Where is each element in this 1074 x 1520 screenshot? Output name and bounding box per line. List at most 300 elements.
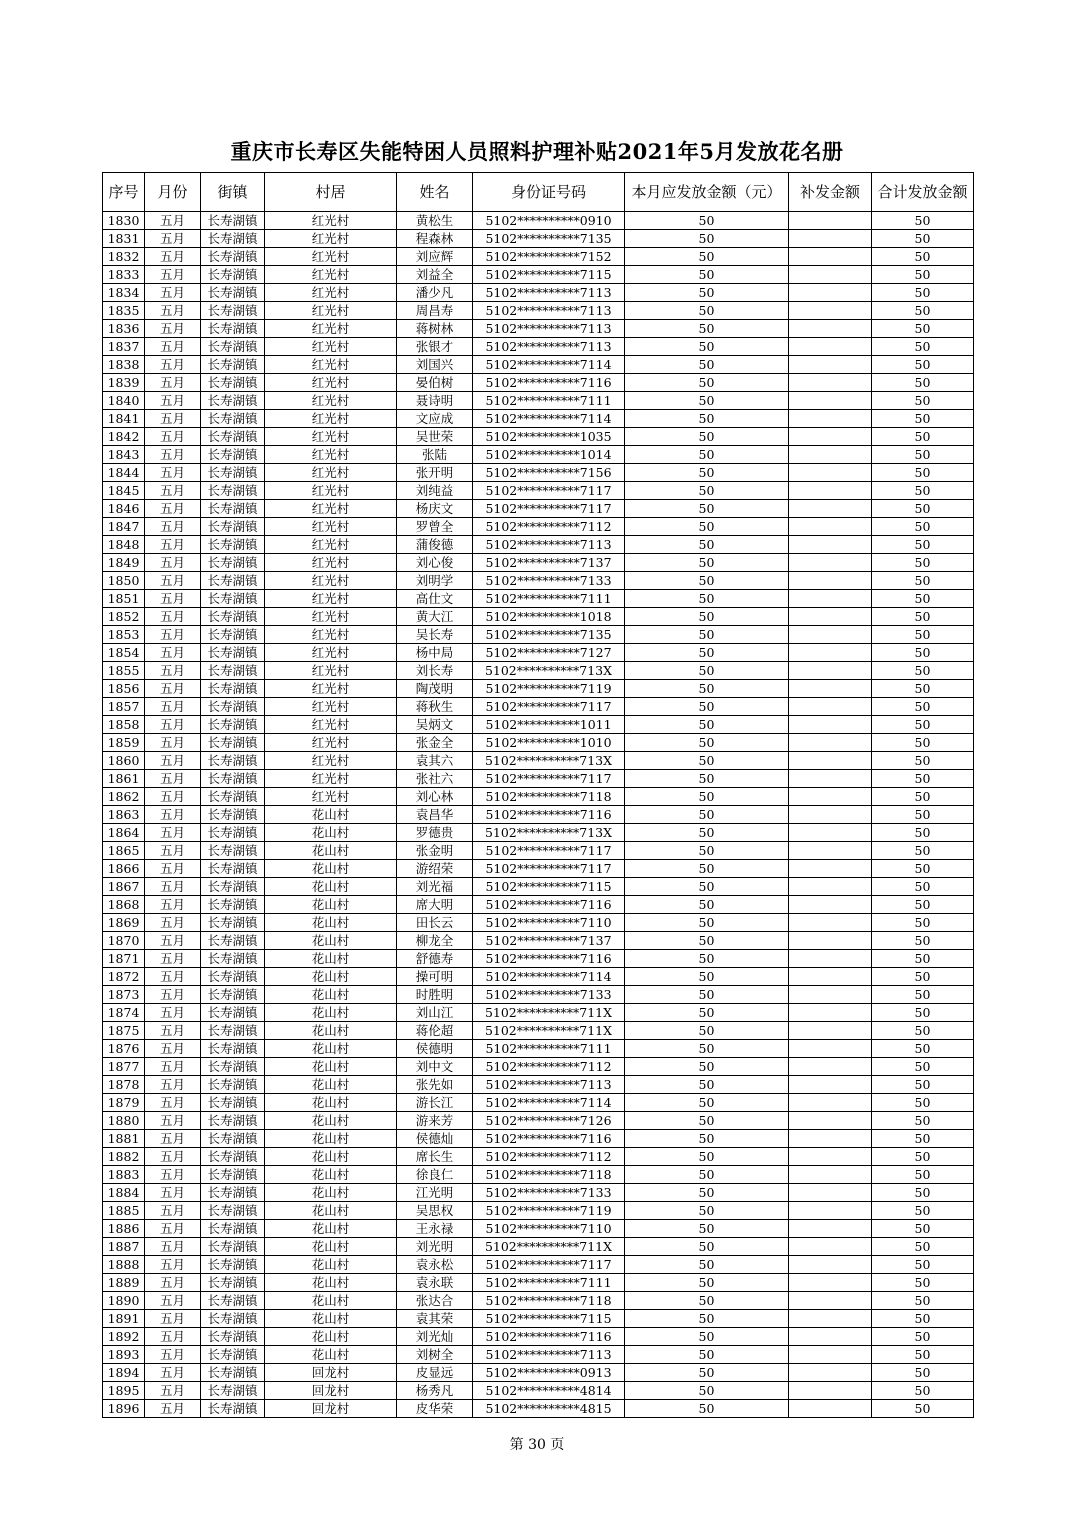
- cell-village: 红光村: [265, 464, 397, 482]
- cell-monthly-amount: 50: [625, 572, 789, 590]
- cell-township: 长寿湖镇: [201, 338, 265, 356]
- cell-serial-no: 1848: [103, 536, 145, 554]
- cell-id-number: 5102**********7117: [473, 500, 625, 518]
- cell-serial-no: 1834: [103, 284, 145, 302]
- cell-serial-no: 1859: [103, 734, 145, 752]
- cell-serial-no: 1861: [103, 770, 145, 788]
- cell-serial-no: 1843: [103, 446, 145, 464]
- cell-supplement-amount: [789, 1076, 872, 1094]
- cell-monthly-amount: 50: [625, 1022, 789, 1040]
- cell-id-number: 5102**********7118: [473, 1292, 625, 1310]
- cell-serial-no: 1864: [103, 824, 145, 842]
- cell-township: 长寿湖镇: [201, 1166, 265, 1184]
- cell-serial-no: 1858: [103, 716, 145, 734]
- cell-supplement-amount: [789, 1094, 872, 1112]
- cell-month: 五月: [145, 716, 201, 734]
- cell-id-number: 5102**********7110: [473, 1220, 625, 1238]
- cell-township: 长寿湖镇: [201, 266, 265, 284]
- cell-total-amount: 50: [872, 446, 974, 464]
- cell-village: 红光村: [265, 608, 397, 626]
- cell-month: 五月: [145, 608, 201, 626]
- cell-total-amount: 50: [872, 500, 974, 518]
- cell-monthly-amount: 50: [625, 518, 789, 536]
- cell-serial-no: 1855: [103, 662, 145, 680]
- cell-total-amount: 50: [872, 698, 974, 716]
- cell-township: 长寿湖镇: [201, 878, 265, 896]
- cell-month: 五月: [145, 446, 201, 464]
- cell-monthly-amount: 50: [625, 1346, 789, 1364]
- table-row: [103, 356, 974, 374]
- cell-month: 五月: [145, 500, 201, 518]
- cell-serial-no: 1888: [103, 1256, 145, 1274]
- cell-monthly-amount: 50: [625, 464, 789, 482]
- cell-total-amount: 50: [872, 230, 974, 248]
- cell-id-number: 5102**********7127: [473, 644, 625, 662]
- cell-serial-no: 1875: [103, 1022, 145, 1040]
- cell-monthly-amount: 50: [625, 1238, 789, 1256]
- table-row: [103, 482, 974, 500]
- table-row: [103, 464, 974, 482]
- cell-id-number: 5102**********7113: [473, 536, 625, 554]
- cell-total-amount: 50: [872, 590, 974, 608]
- cell-id-number: 5102**********7133: [473, 1184, 625, 1202]
- cell-serial-no: 1880: [103, 1112, 145, 1130]
- cell-monthly-amount: 50: [625, 896, 789, 914]
- cell-name: 张开明: [397, 464, 473, 482]
- cell-id-number: 5102**********7115: [473, 878, 625, 896]
- table-row: [103, 842, 974, 860]
- cell-total-amount: 50: [872, 1346, 974, 1364]
- cell-total-amount: 50: [872, 1058, 974, 1076]
- cell-township: 长寿湖镇: [201, 410, 265, 428]
- cell-serial-no: 1882: [103, 1148, 145, 1166]
- cell-total-amount: 50: [872, 1364, 974, 1382]
- cell-township: 长寿湖镇: [201, 968, 265, 986]
- cell-monthly-amount: 50: [625, 302, 789, 320]
- cell-total-amount: 50: [872, 1274, 974, 1292]
- table-row: [103, 608, 974, 626]
- cell-monthly-amount: 50: [625, 1184, 789, 1202]
- cell-monthly-amount: 50: [625, 770, 789, 788]
- cell-id-number: 5102**********7113: [473, 1346, 625, 1364]
- cell-serial-no: 1878: [103, 1076, 145, 1094]
- cell-township: 长寿湖镇: [201, 1022, 265, 1040]
- cell-id-number: 5102**********711X: [473, 1238, 625, 1256]
- cell-township: 长寿湖镇: [201, 1328, 265, 1346]
- cell-supplement-amount: [789, 536, 872, 554]
- cell-id-number: 5102**********7156: [473, 464, 625, 482]
- cell-serial-no: 1831: [103, 230, 145, 248]
- cell-township: 长寿湖镇: [201, 518, 265, 536]
- cell-name: 杨中局: [397, 644, 473, 662]
- cell-total-amount: 50: [872, 428, 974, 446]
- cell-supplement-amount: [789, 212, 872, 230]
- table-row: [103, 1202, 974, 1220]
- cell-month: 五月: [145, 230, 201, 248]
- cell-id-number: 5102**********7152: [473, 248, 625, 266]
- cell-supplement-amount: [789, 500, 872, 518]
- cell-month: 五月: [145, 338, 201, 356]
- cell-month: 五月: [145, 932, 201, 950]
- cell-month: 五月: [145, 482, 201, 500]
- cell-month: 五月: [145, 806, 201, 824]
- cell-name: 张金明: [397, 842, 473, 860]
- cell-village: 花山村: [265, 896, 397, 914]
- cell-total-amount: 50: [872, 1184, 974, 1202]
- cell-supplement-amount: [789, 554, 872, 572]
- cell-village: 花山村: [265, 1220, 397, 1238]
- cell-serial-no: 1844: [103, 464, 145, 482]
- cell-township: 长寿湖镇: [201, 842, 265, 860]
- cell-monthly-amount: 50: [625, 626, 789, 644]
- cell-supplement-amount: [789, 1292, 872, 1310]
- cell-id-number: 5102**********7116: [473, 1328, 625, 1346]
- table-row: [103, 374, 974, 392]
- cell-total-amount: 50: [872, 680, 974, 698]
- cell-total-amount: 50: [872, 1166, 974, 1184]
- cell-serial-no: 1835: [103, 302, 145, 320]
- cell-serial-no: 1856: [103, 680, 145, 698]
- cell-supplement-amount: [789, 1166, 872, 1184]
- cell-month: 五月: [145, 788, 201, 806]
- cell-township: 长寿湖镇: [201, 1094, 265, 1112]
- cell-month: 五月: [145, 896, 201, 914]
- cell-township: 长寿湖镇: [201, 752, 265, 770]
- cell-id-number: 5102**********7119: [473, 680, 625, 698]
- cell-id-number: 5102**********7118: [473, 1166, 625, 1184]
- cell-name: 刘益全: [397, 266, 473, 284]
- cell-id-number: 5102**********7113: [473, 338, 625, 356]
- cell-monthly-amount: 50: [625, 1058, 789, 1076]
- cell-name: 刘国兴: [397, 356, 473, 374]
- cell-township: 长寿湖镇: [201, 572, 265, 590]
- cell-supplement-amount: [789, 932, 872, 950]
- document-title: 重庆市长寿区失能特困人员照料护理补贴2021年5月发放花名册: [230, 139, 844, 164]
- cell-monthly-amount: 50: [625, 860, 789, 878]
- cell-township: 长寿湖镇: [201, 860, 265, 878]
- cell-village: 红光村: [265, 284, 397, 302]
- cell-month: 五月: [145, 1292, 201, 1310]
- cell-id-number: 5102**********7117: [473, 860, 625, 878]
- cell-serial-no: 1891: [103, 1310, 145, 1328]
- cell-monthly-amount: 50: [625, 1382, 789, 1400]
- cell-serial-no: 1842: [103, 428, 145, 446]
- cell-name: 袁其六: [397, 752, 473, 770]
- cell-township: 长寿湖镇: [201, 446, 265, 464]
- cell-month: 五月: [145, 1004, 201, 1022]
- cell-supplement-amount: [789, 248, 872, 266]
- cell-serial-no: 1892: [103, 1328, 145, 1346]
- cell-month: 五月: [145, 1274, 201, 1292]
- table-row: [103, 644, 974, 662]
- cell-supplement-amount: [789, 662, 872, 680]
- cell-month: 五月: [145, 518, 201, 536]
- cell-id-number: 5102**********7117: [473, 1256, 625, 1274]
- table-row: [103, 536, 974, 554]
- cell-month: 五月: [145, 1400, 201, 1418]
- cell-id-number: 5102**********7110: [473, 914, 625, 932]
- cell-name: 陶茂明: [397, 680, 473, 698]
- table-row: [103, 788, 974, 806]
- cell-supplement-amount: [789, 428, 872, 446]
- cell-serial-no: 1889: [103, 1274, 145, 1292]
- cell-village: 花山村: [265, 1040, 397, 1058]
- cell-supplement-amount: [789, 914, 872, 932]
- cell-supplement-amount: [789, 1058, 872, 1076]
- cell-id-number: 5102**********7111: [473, 1040, 625, 1058]
- cell-id-number: 5102**********7116: [473, 806, 625, 824]
- cell-total-amount: 50: [872, 860, 974, 878]
- cell-id-number: 5102**********7117: [473, 842, 625, 860]
- cell-monthly-amount: 50: [625, 446, 789, 464]
- cell-village: 花山村: [265, 1202, 397, 1220]
- cell-serial-no: 1845: [103, 482, 145, 500]
- cell-supplement-amount: [789, 608, 872, 626]
- cell-name: 操可明: [397, 968, 473, 986]
- cell-village: 红光村: [265, 302, 397, 320]
- cell-id-number: 5102**********7133: [473, 986, 625, 1004]
- cell-month: 五月: [145, 554, 201, 572]
- cell-township: 长寿湖镇: [201, 230, 265, 248]
- cell-month: 五月: [145, 356, 201, 374]
- cell-village: 花山村: [265, 860, 397, 878]
- cell-township: 长寿湖镇: [201, 1256, 265, 1274]
- cell-village: 红光村: [265, 626, 397, 644]
- table-row: [103, 680, 974, 698]
- cell-township: 长寿湖镇: [201, 986, 265, 1004]
- cell-village: 花山村: [265, 1328, 397, 1346]
- cell-name: 皮华荣: [397, 1400, 473, 1418]
- cell-name: 侯德灿: [397, 1130, 473, 1148]
- cell-id-number: 5102**********7135: [473, 230, 625, 248]
- cell-township: 长寿湖镇: [201, 680, 265, 698]
- cell-township: 长寿湖镇: [201, 716, 265, 734]
- cell-name: 周昌寿: [397, 302, 473, 320]
- cell-name: 田长云: [397, 914, 473, 932]
- cell-village: 红光村: [265, 212, 397, 230]
- cell-village: 红光村: [265, 266, 397, 284]
- table-row: [103, 392, 974, 410]
- cell-township: 长寿湖镇: [201, 302, 265, 320]
- cell-name: 高仕文: [397, 590, 473, 608]
- cell-serial-no: 1854: [103, 644, 145, 662]
- cell-village: 花山村: [265, 1112, 397, 1130]
- cell-serial-no: 1833: [103, 266, 145, 284]
- cell-village: 红光村: [265, 248, 397, 266]
- cell-village: 花山村: [265, 932, 397, 950]
- cell-id-number: 5102**********7111: [473, 590, 625, 608]
- cell-total-amount: 50: [872, 878, 974, 896]
- cell-monthly-amount: 50: [625, 806, 789, 824]
- cell-township: 长寿湖镇: [201, 1040, 265, 1058]
- cell-monthly-amount: 50: [625, 266, 789, 284]
- cell-name: 刘长寿: [397, 662, 473, 680]
- cell-serial-no: 1867: [103, 878, 145, 896]
- cell-monthly-amount: 50: [625, 788, 789, 806]
- table-row: [103, 1364, 974, 1382]
- cell-serial-no: 1887: [103, 1238, 145, 1256]
- cell-monthly-amount: 50: [625, 1130, 789, 1148]
- cell-serial-no: 1837: [103, 338, 145, 356]
- header-row: [103, 173, 974, 212]
- cell-name: 晏伯树: [397, 374, 473, 392]
- cell-id-number: 5102**********7114: [473, 356, 625, 374]
- cell-supplement-amount: [789, 464, 872, 482]
- table-row: [103, 932, 974, 950]
- cell-township: 长寿湖镇: [201, 500, 265, 518]
- cell-monthly-amount: 50: [625, 1094, 789, 1112]
- subsidy-roster-table: [102, 172, 974, 1418]
- cell-name: 舒德寿: [397, 950, 473, 968]
- cell-total-amount: 50: [872, 752, 974, 770]
- cell-id-number: 5102**********713X: [473, 662, 625, 680]
- cell-township: 长寿湖镇: [201, 1148, 265, 1166]
- cell-supplement-amount: [789, 752, 872, 770]
- table-body: [103, 212, 974, 1418]
- cell-supplement-amount: [789, 1022, 872, 1040]
- cell-monthly-amount: 50: [625, 824, 789, 842]
- cell-id-number: 5102**********7115: [473, 266, 625, 284]
- cell-supplement-amount: [789, 698, 872, 716]
- cell-month: 五月: [145, 302, 201, 320]
- cell-total-amount: 50: [872, 896, 974, 914]
- cell-id-number: 5102**********7116: [473, 1130, 625, 1148]
- cell-village: 红光村: [265, 554, 397, 572]
- cell-name: 杨秀凡: [397, 1382, 473, 1400]
- cell-village: 回龙村: [265, 1364, 397, 1382]
- cell-village: 花山村: [265, 1022, 397, 1040]
- cell-id-number: 5102**********7111: [473, 1274, 625, 1292]
- table-row: [103, 446, 974, 464]
- cell-village: 花山村: [265, 1274, 397, 1292]
- cell-monthly-amount: 50: [625, 662, 789, 680]
- cell-name: 蒋秋生: [397, 698, 473, 716]
- cell-monthly-amount: 50: [625, 752, 789, 770]
- cell-id-number: 5102**********7116: [473, 374, 625, 392]
- cell-total-amount: 50: [872, 914, 974, 932]
- table-row: [103, 752, 974, 770]
- cell-total-amount: 50: [872, 806, 974, 824]
- cell-serial-no: 1886: [103, 1220, 145, 1238]
- cell-month: 五月: [145, 320, 201, 338]
- cell-total-amount: 50: [872, 410, 974, 428]
- table-row: [103, 968, 974, 986]
- cell-id-number: 5102**********1035: [473, 428, 625, 446]
- cell-name: 罗曾全: [397, 518, 473, 536]
- table-row: [103, 1400, 974, 1418]
- table-row: [103, 1130, 974, 1148]
- cell-serial-no: 1840: [103, 392, 145, 410]
- cell-total-amount: 50: [872, 1256, 974, 1274]
- cell-monthly-amount: 50: [625, 680, 789, 698]
- table-row: [103, 896, 974, 914]
- cell-supplement-amount: [789, 842, 872, 860]
- table-row: [103, 860, 974, 878]
- cell-name: 游绍荣: [397, 860, 473, 878]
- cell-name: 刘光明: [397, 1238, 473, 1256]
- cell-month: 五月: [145, 1238, 201, 1256]
- cell-total-amount: 50: [872, 1094, 974, 1112]
- cell-month: 五月: [145, 572, 201, 590]
- cell-total-amount: 50: [872, 464, 974, 482]
- cell-monthly-amount: 50: [625, 356, 789, 374]
- cell-township: 长寿湖镇: [201, 1076, 265, 1094]
- cell-supplement-amount: [789, 986, 872, 1004]
- cell-month: 五月: [145, 1022, 201, 1040]
- cell-total-amount: 50: [872, 986, 974, 1004]
- cell-id-number: 5102**********7119: [473, 1202, 625, 1220]
- cell-month: 五月: [145, 860, 201, 878]
- cell-monthly-amount: 50: [625, 1040, 789, 1058]
- cell-supplement-amount: [789, 356, 872, 374]
- cell-id-number: 5102**********0910: [473, 212, 625, 230]
- cell-township: 长寿湖镇: [201, 1364, 265, 1382]
- cell-monthly-amount: 50: [625, 1220, 789, 1238]
- cell-id-number: 5102**********7112: [473, 1148, 625, 1166]
- cell-id-number: 5102**********7116: [473, 950, 625, 968]
- cell-village: 红光村: [265, 590, 397, 608]
- cell-name: 王永禄: [397, 1220, 473, 1238]
- cell-serial-no: 1862: [103, 788, 145, 806]
- cell-name: 时胜明: [397, 986, 473, 1004]
- cell-township: 长寿湖镇: [201, 788, 265, 806]
- cell-id-number: 5102**********7114: [473, 410, 625, 428]
- cell-id-number: 5102**********1010: [473, 734, 625, 752]
- cell-id-number: 5102**********7133: [473, 572, 625, 590]
- cell-total-amount: 50: [872, 1022, 974, 1040]
- cell-township: 长寿湖镇: [201, 1112, 265, 1130]
- cell-name: 蒋树林: [397, 320, 473, 338]
- table-row: [103, 518, 974, 536]
- cell-supplement-amount: [789, 950, 872, 968]
- cell-village: 花山村: [265, 1238, 397, 1256]
- cell-monthly-amount: 50: [625, 950, 789, 968]
- table-row: [103, 1382, 974, 1400]
- cell-township: 长寿湖镇: [201, 1310, 265, 1328]
- cell-id-number: 5102**********711X: [473, 1004, 625, 1022]
- cell-monthly-amount: 50: [625, 1328, 789, 1346]
- cell-id-number: 5102**********1018: [473, 608, 625, 626]
- cell-serial-no: 1850: [103, 572, 145, 590]
- cell-month: 五月: [145, 284, 201, 302]
- cell-supplement-amount: [789, 716, 872, 734]
- table-row: [103, 1274, 974, 1292]
- table-row: [103, 1220, 974, 1238]
- cell-serial-no: 1874: [103, 1004, 145, 1022]
- cell-monthly-amount: 50: [625, 1148, 789, 1166]
- cell-monthly-amount: 50: [625, 932, 789, 950]
- cell-township: 长寿湖镇: [201, 1058, 265, 1076]
- cell-village: 花山村: [265, 806, 397, 824]
- cell-serial-no: 1839: [103, 374, 145, 392]
- cell-monthly-amount: 50: [625, 374, 789, 392]
- cell-id-number: 5102**********4815: [473, 1400, 625, 1418]
- cell-total-amount: 50: [872, 392, 974, 410]
- cell-supplement-amount: [789, 482, 872, 500]
- cell-name: 黄松生: [397, 212, 473, 230]
- cell-id-number: 5102**********7135: [473, 626, 625, 644]
- cell-monthly-amount: 50: [625, 500, 789, 518]
- cell-village: 花山村: [265, 1130, 397, 1148]
- cell-monthly-amount: 50: [625, 644, 789, 662]
- cell-supplement-amount: [789, 1364, 872, 1382]
- cell-village: 红光村: [265, 788, 397, 806]
- cell-township: 长寿湖镇: [201, 1274, 265, 1292]
- cell-total-amount: 50: [872, 1310, 974, 1328]
- cell-monthly-amount: 50: [625, 1274, 789, 1292]
- cell-total-amount: 50: [872, 1202, 974, 1220]
- cell-township: 长寿湖镇: [201, 662, 265, 680]
